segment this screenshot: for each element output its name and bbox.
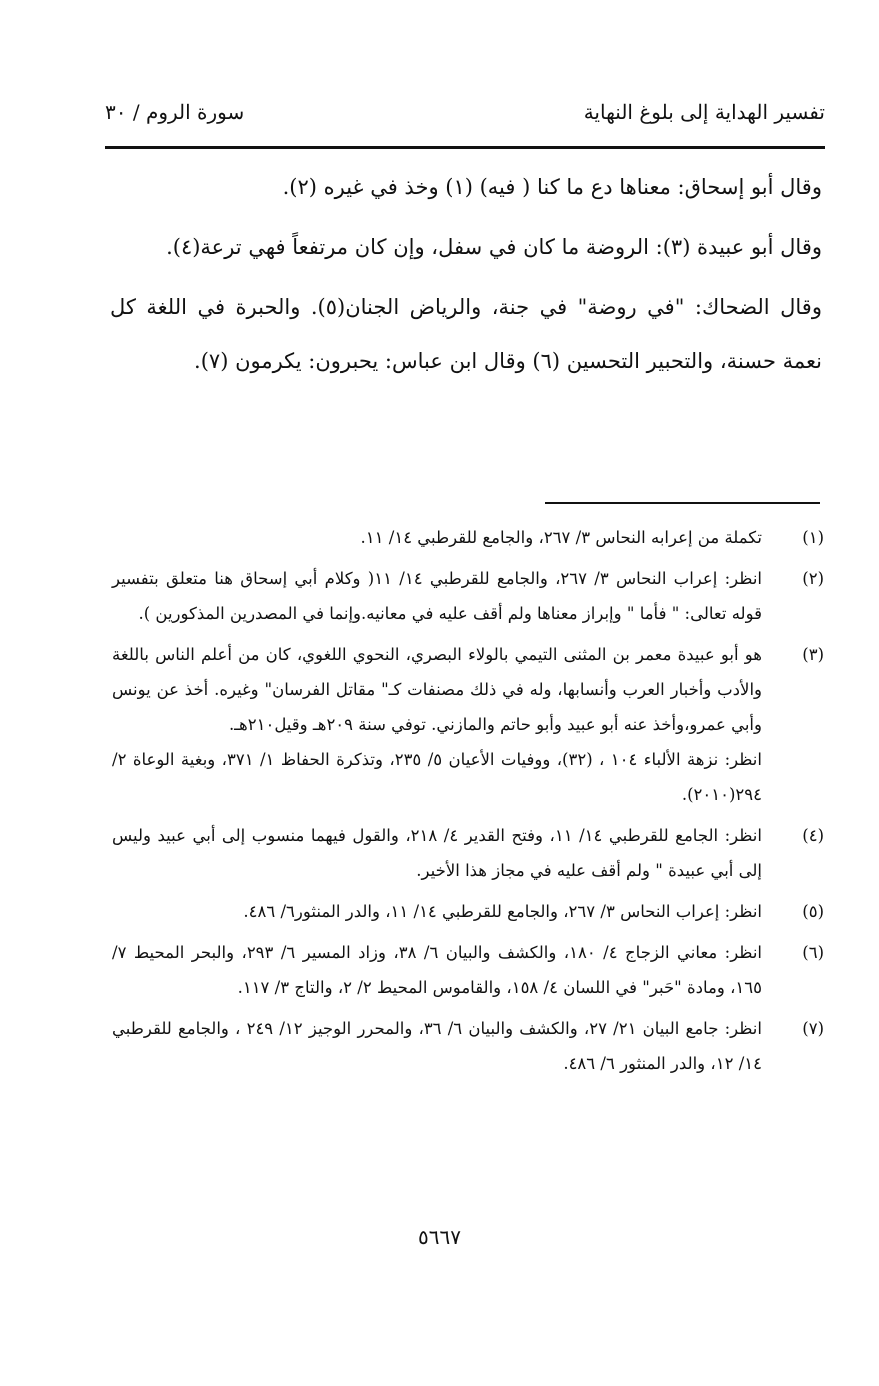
footnote-text: هو أبو عبيدة معمر بن المثنى التيمي بالولاء البصري، النحوي اللغوي، كان من أعلم الناس باللغة والأدب وأخبار العرب وأنسابها، وله في ذلك مصنفات كـ" مقاتل الفرسان" وغيره. أخذ عن يونس وأبي عمرو،وأخذ عنه أبو عبيد وأبو حاتم والمازني. توفي سنة ٢٠٩هـ وقيل٢١٠هـ. [112, 645, 762, 734]
footnote-number: (٣) [802, 645, 824, 664]
footnote-text: انظر: جامع البيان ٢١/ ٢٧، والكشف والبيان ٦/ ٣٦، والمحرر الوجيز ١٢/ ٢٤٩ ، والجامع للقرطبي ١٤/ ١٢، والدر المنثور ٦/ ٤٨٦. [112, 1019, 762, 1073]
footnote-number: (٤) [802, 826, 824, 845]
page-number: ٥٦٦٧ [418, 1225, 461, 1249]
main-text [110, 160, 822, 394]
footnote-5 [112, 894, 824, 929]
footnote-2 [112, 561, 824, 631]
paragraph-1: وقال أبو إسحاق: معناها دع ما كنا ( فيه) (١) وخذ في غيره (٢). [282, 175, 822, 199]
footnote-text: تكملة من إعرابه النحاس ٣/ ٢٦٧، والجامع للقرطبي ١٤/ ١١. [360, 528, 762, 547]
book-title: تفسير الهداية إلى بلوغ النهاية [583, 100, 825, 124]
footnote-sources: انظر: نزهة الألباء ١٠٤ ، (٣٢)، ووفيات الأعيان ٥/ ٢٣٥، وتذكرة الحفاظ ١/ ٣٧١، وبغية الوعاة ٢/ ٢٩٤(٢٠١٠). [112, 750, 762, 804]
footnote-3 [112, 637, 824, 812]
surah-label: سورة الروم / ٣٠ [105, 100, 245, 124]
footnote-4 [112, 818, 824, 888]
footnote-number: (٥) [802, 902, 824, 921]
footnotes [112, 520, 824, 1087]
footnote-number: (٢) [802, 569, 824, 588]
paragraph-2: وقال أبو عبيدة (٣): الروضة ما كان في سفل، وإن كان مرتفعاً فهي ترعة(٤). [166, 235, 822, 259]
footnote-text: انظر: معاني الزجاج ٤/ ١٨٠، والكشف والبيان ٦/ ٣٨، وزاد المسير ٦/ ٢٩٣، والبحر المحيط ٧/ ١٦٥، ومادة "حَبر" في اللسان ٤/ ١٥٨، والقاموس المحيط ٢/ ٢، والتاج ٣/ ١١٧. [112, 943, 763, 997]
paragraph-3: وقال الضحاك: "في روضة" في جنة، والرياض الجنان(٥). والحبرة في اللغة كل نعمة حسنة، والتحبير التحسين (٦) وقال ابن عباس: يحبرون: يكرمون (٧). [110, 295, 822, 373]
footnote-number: (٧) [802, 1019, 824, 1038]
running-header [105, 100, 825, 136]
footnote-text: انظر: الجامع للقرطبي ١٤/ ١١، وفتح القدير ٤/ ٢١٨، والقول فيهما منسوب إلى أبي عبيد وليس إلى أبي عبيدة " ولم أقف عليه في مجاز هذا الأخير. [112, 826, 762, 880]
footnote-number: (١) [802, 528, 824, 547]
footnote-6 [112, 935, 824, 1005]
footnote-7 [112, 1011, 824, 1081]
footnote-text: انظر: إعراب النحاس ٣/ ٢٦٧، والجامع للقرطبي ١٤/ ١١( وكلام أبي إسحاق هنا متعلق بتفسير قوله تعالى: " فأما " وإبراز معناها ولم أقف عليه في معانيه.وإنما في المصدرين المذكورين ). [112, 569, 762, 623]
footnote-divider [545, 502, 820, 504]
footnote-text: انظر: إعراب النحاس ٣/ ٢٦٧، والجامع للقرطبي ١٤/ ١١، والدر المنثور٦/ ٤٨٦. [243, 902, 762, 921]
footnote-1 [112, 520, 824, 555]
header-divider [105, 146, 825, 149]
footnote-number: (٦) [802, 943, 824, 962]
